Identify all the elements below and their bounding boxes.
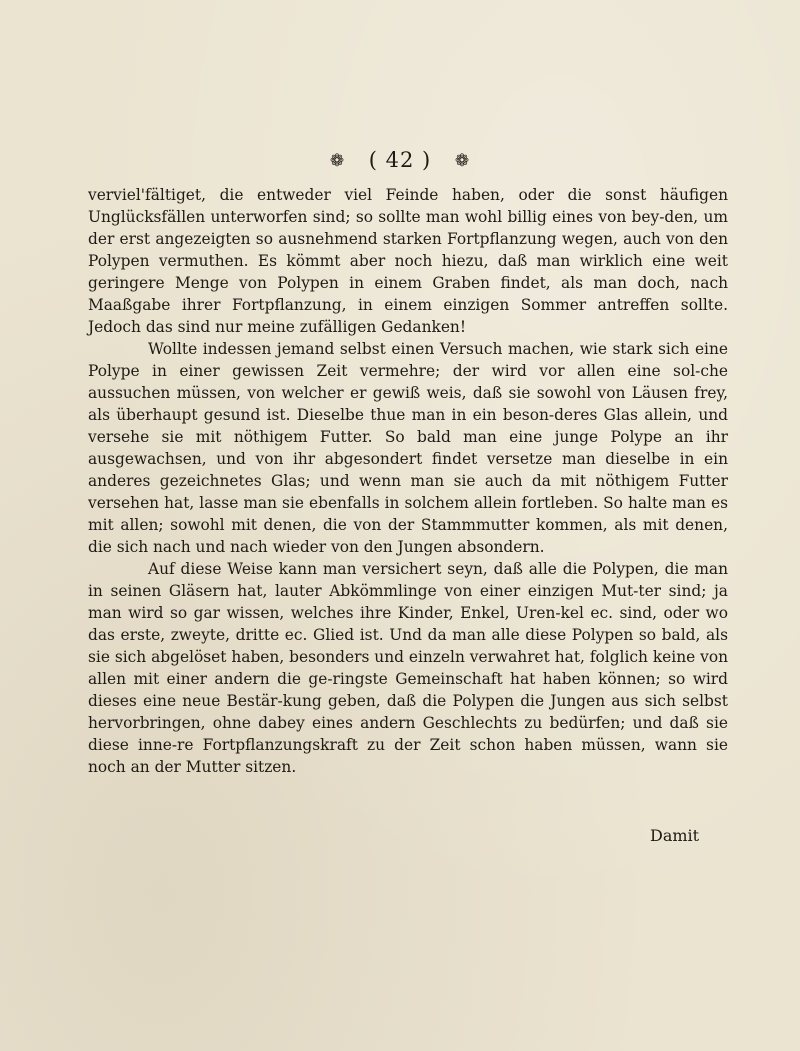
page-header bbox=[0, 148, 800, 172]
body-text bbox=[88, 184, 728, 778]
flower-ornament-icon: ❁ bbox=[454, 151, 471, 171]
paragraph: Wollte indessen jemand selbst einen Versuch machen, wie stark sich eine Polype in einer gewissen Zeit vermehre; der wird vor allen eine sol-che aussuchen müssen, von welcher er gewiß weis, daß sie sowohl von Läusen frey, als überhaupt gesund ist. Dieselbe thue man in ein beson-deres Glas allein, und versehe sie mit nöthigem Futter. So bald man eine junge Polype an ihr ausgewachsen, und von ihr abgesondert findet versetze man dieselbe in ein anderes gezeichnetes Glas; und wenn man sie auch da mit nöthigem Futter versehen hat, lasse man sie ebenfalls in solchem allein fortleben. So halte man es mit allen; sowohl mit denen, die von der Stammmutter kommen, als mit denen, die sich nach und nach wieder von den Jungen absondern. bbox=[88, 340, 728, 556]
paragraph: Auf diese Weise kann man versichert seyn, daß alle die Polypen, die man in seinen Gläsern hat, lauter Abkömmlinge von einer einzigen Mut-ter sind; ja man wird so gar wissen, welches ihre Kinder, Enkel, Uren-kel ec. sind, oder wo das erste, zweyte, dritte ec. Glied ist. Und da man alle diese Polypen so bald, als sie sich abgelöset haben, besonders und einzeln verwahret hat, folglich keine von allen mit einer andern die ge-ringste Gemeinschaft hat haben können; so wird dieses eine neue Bestär-kung geben, daß die Polypen die Jungen aus sich selbst hervorbringen, ohne dabey eines andern Geschlechts zu bedürfen; und daß sie diese inne-re Fortpflanzungskraft zu der Zeit schon haben müssen, wann sie noch an der Mutter sitzen. bbox=[88, 560, 728, 776]
page-number: ( 42 ) bbox=[368, 148, 432, 172]
flower-ornament-icon: ❁ bbox=[329, 151, 346, 171]
catchword: Damit bbox=[650, 826, 700, 845]
paragraph: verviel'fältiget, die entweder viel Feinde haben, oder die sonst häufigen Unglücksfällen unterworfen sind; so sollte man wohl billig eines von bey-den, um der erst angezeigten so ausnehmend starken Fortpflanzung wegen, auch von den Polypen vermuthen. Es kömmt aber noch hiezu, daß man wirklich eine weit geringere Menge von Polypen in einem Graben findet, als man doch, nach Maaßgabe ihrer Fortpflanzung, in einem einzigen Sommer antreffen sollte. Jedoch das sind nur meine zufälligen Gedanken! bbox=[88, 186, 728, 336]
